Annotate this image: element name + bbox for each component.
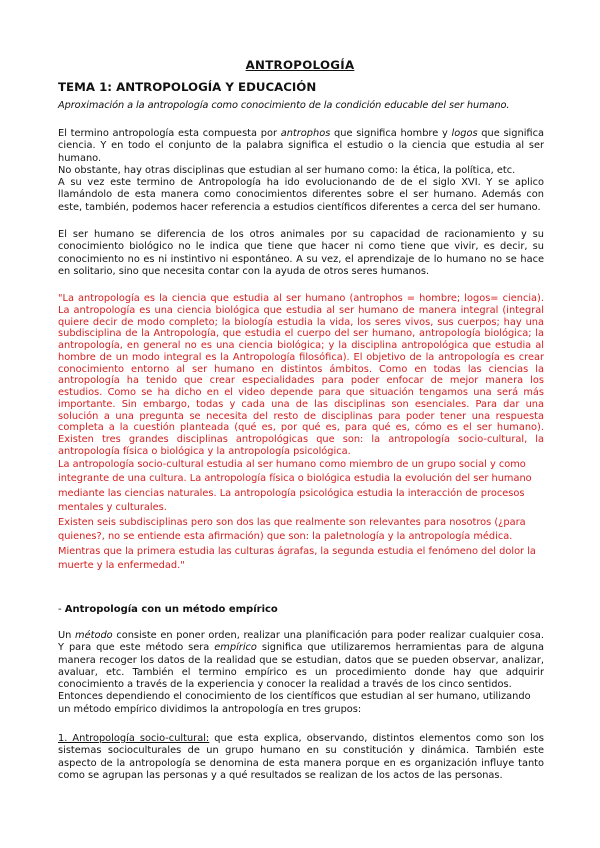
term-empirico: empírico [214, 642, 257, 654]
red-paragraph-2: La antropología socio-cultural estudia al ser humano como miembro de un grupo social y como integrante de una cultura. La antropología física o biológica estudia la evolución del ser humano mediante las ciencias naturales. La antropología psicológica estudia la interacción de procesos mentales y culturales. [58, 458, 532, 513]
term-metodo: método [75, 630, 113, 641]
para1c: A su vez este termino de Antropología ha ido evolucionando de de el siglo XVI. Y se aplico llamándolo de esta manera como conocimientos diferentes sobre el ser humano. Además con este, también, podemos hacer referencia a estudios científicos diferentes a cerca del ser humano. [58, 177, 544, 213]
para3-text-c: significa que utilizaremos herramientas para de alguna manera recoger los datos de la realidad que se estudian, datos que se pueden observar, analizar, avaluar, etc. También el termino empírico es un procedimiento donde hay que adquirir conocimiento a través de la experiencia y conocer la realidad a través de los cinco sentidos. [58, 642, 544, 691]
para1b: No obstante, hay otras disciplinas que estudian al ser humano como: la ética, la política, etc. [58, 164, 516, 176]
list-item-label: 1. Antropología socio-cultural: [58, 733, 210, 744]
paragraph-3 [58, 630, 544, 716]
paragraph-5 [58, 733, 544, 782]
section-title: TEMA 1: ANTROPOLOGÍA Y EDUCACIÓN [58, 80, 317, 94]
para1-text-b: que significa hombre y [330, 128, 452, 139]
para1-text-c: que significa ciencia. Y en todo el conjunto de la palabra significa el estudio o la ciencia que estudia al ser humano. [58, 128, 544, 164]
red-quote-block [58, 293, 544, 574]
document-title: ANTROPOLOGÍA [245, 58, 355, 72]
heading-text: Antropología con un método empírico [64, 604, 278, 615]
red-paragraph-1: "La antropología es la ciencia que estudia al ser humano (antrophos = hombre; logos= ciencia). La antropología es una ciencia biológica que estudia al ser humano de manera integral (integral quiere decir de modo completo; la biología estudia la vida, los seres vivos, sus cuerpos; hay una subdisciplina de la Antropología, que estudia el cuerpo del ser humano, antropología biológica; la antropología, en general no es una ciencia biológica; y la disciplina antropológica que estudia al hombre de un modo integral es la Antropología filosófica). El objetivo de la antropología es crear conocimiento entorno al ser humano en distintos ámbitos. Como en todas las ciencias la antropología ha tenido que crear especialidades para poder enfocar de mejor manera los estudios. Como se ha dicho en el video depende para que situación tengamos una será más importante. Sin embargo, todas y cada una de las disciplinas son esenciales. Para dar una solución a una pregunta se necesita del resto de disciplinas para poder tener una respuesta completa a la cuestión planteada (qué es, por qué es, para qué es, cómo es el ser humano). Existen tres grandes disciplinas antropológicas que son: la antropología socio-cultural, la antropología física o biológica y la antropología psicológica. [58, 293, 544, 457]
red-paragraph-3: Existen seis subdisciplinas pero son dos las que realmente son relevantes para nosotros (¿para quienes?, no se entiende esta afirmación) que son: la paletnología y la antropología médica. Mientras que la primera estudia las culturas ágrafas, la segunda estudia el fenómeno del dolor la muerte y la enfermedad." [58, 516, 536, 571]
heading-dash: - [58, 604, 65, 615]
term-antrophos: antrophos [280, 128, 331, 139]
para3-text-a: Un [58, 630, 76, 641]
intro-paragraph [58, 128, 544, 214]
para3-text-b: consiste en poner orden, realizar una planificación para poder realizar cualquier cosa. Y para que este método sera [58, 630, 544, 654]
term-logos: logos [451, 128, 478, 139]
paragraph-2 [58, 229, 544, 278]
section-subtitle: Aproximación a la antropología como conocimiento de la condición educable del ser humano. [58, 100, 510, 111]
list-item-text: que esta explica, observando, distintos elementos como son los sistemas socioculturales de un grupo humano en su constitución y dinámica. También este aspecto de la antropología se denomina de esta manera porque en es organización influye tanto como se agrupan las personas y a qué resultados se realizan de los actos de las personas. [58, 733, 544, 781]
para1-text-a: El termino antropología esta compuesta por [58, 128, 281, 139]
para2-text: El ser humano se diferencia de los otros animales por su capacidad de racionamiento y su conocimiento biológico no le indica que tiene que hacer ni como tiene que vivir, es decir, su conocimiento no es ni instintivo ni espontáneo. A su vez, el aprendizaje de lo humano no se hace en solitario, sino que necesita contar con la ayuda de otros seres humanos. [58, 229, 544, 277]
subheading-empirical-method [58, 604, 278, 615]
para4-text: Entonces dependiendo el conocimiento de los científicos que estudian al ser humano, utilizando un método empírico dividimos la antropología en tres grupos: [58, 691, 531, 715]
